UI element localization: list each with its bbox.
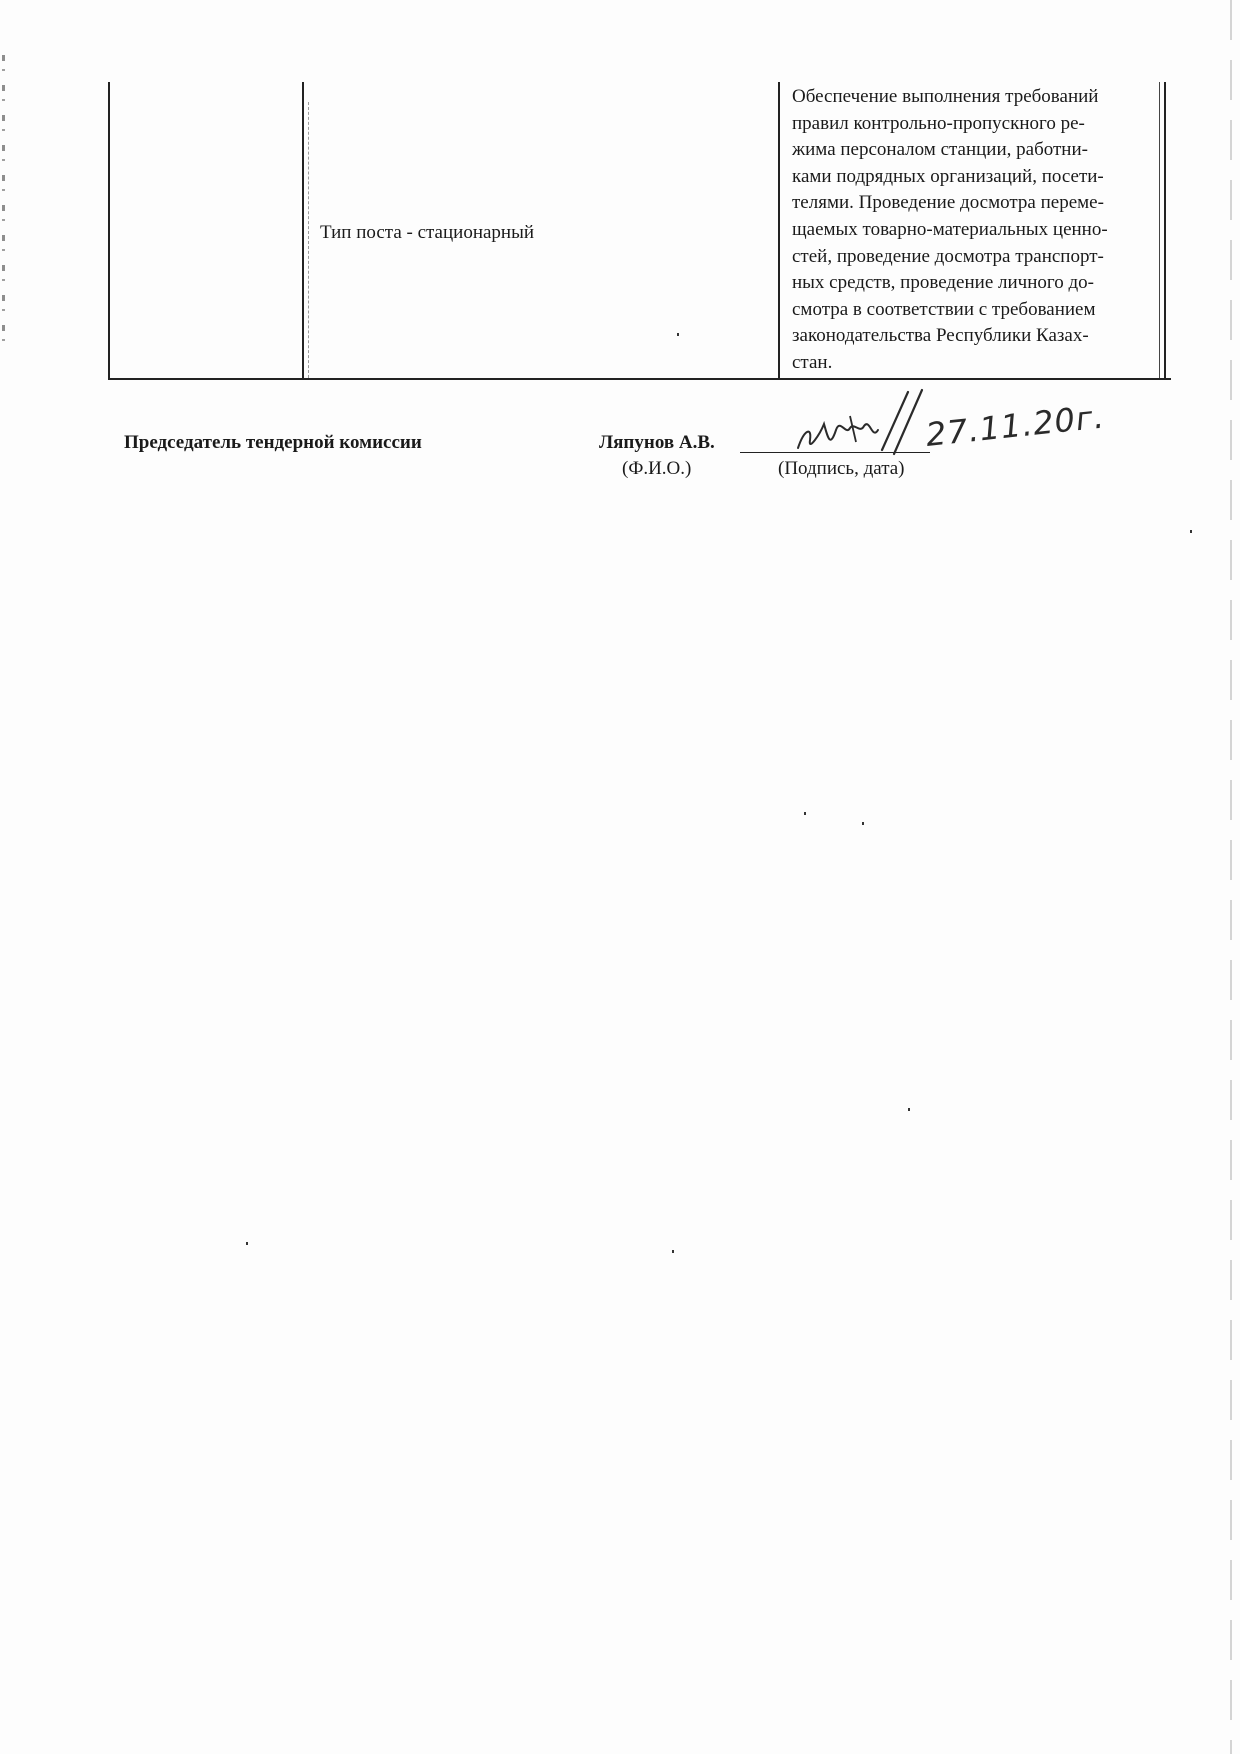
duties-line: телями. Проведение досмотра переме- xyxy=(792,192,1104,214)
table-column-number xyxy=(108,82,304,378)
scan-artifact-left xyxy=(2,55,5,355)
duties-line: ных средств, проведение личного до- xyxy=(792,272,1094,294)
duties-table-fragment xyxy=(108,82,1171,380)
scan-speck xyxy=(908,1108,910,1111)
duties-text xyxy=(792,84,1150,377)
signatory-name: Ляпунов А.В. xyxy=(599,432,715,453)
caption-full-name: (Ф.И.О.) xyxy=(622,458,692,479)
duties-line: правил контрольно-пропускного ре- xyxy=(792,112,1085,134)
handwritten-date: 27.11.20г. xyxy=(924,397,1107,454)
duties-line: законодательства Республики Казах- xyxy=(792,325,1089,347)
duties-line: Обеспечение выполнения требований xyxy=(792,86,1099,107)
scan-speck xyxy=(1190,530,1192,533)
duties-line: ками подрядных организаций, посети- xyxy=(792,165,1104,187)
scan-speck xyxy=(672,1250,674,1253)
table-column-duties xyxy=(780,82,1166,378)
table-column-post xyxy=(302,82,780,378)
duties-line: стан. xyxy=(792,351,833,373)
duties-line: стей, проведение досмотра транспорт- xyxy=(792,245,1104,267)
scan-speck xyxy=(862,822,864,825)
post-type-text: Тип поста - стационарный xyxy=(320,222,535,243)
duties-line: жима персоналом станции, работни- xyxy=(792,139,1088,161)
signatory-role: Председатель тендерной комиссии xyxy=(124,432,422,453)
duties-line: щаемых товарно-материальных ценно- xyxy=(792,218,1108,240)
scan-artifact-right xyxy=(1230,0,1232,1754)
scan-speck xyxy=(804,812,806,815)
caption-signature-date: (Подпись, дата) xyxy=(778,458,905,479)
scan-speck xyxy=(246,1242,248,1245)
duties-line: смотра в соответствии с требованием xyxy=(792,298,1096,320)
scan-speck xyxy=(677,333,679,336)
